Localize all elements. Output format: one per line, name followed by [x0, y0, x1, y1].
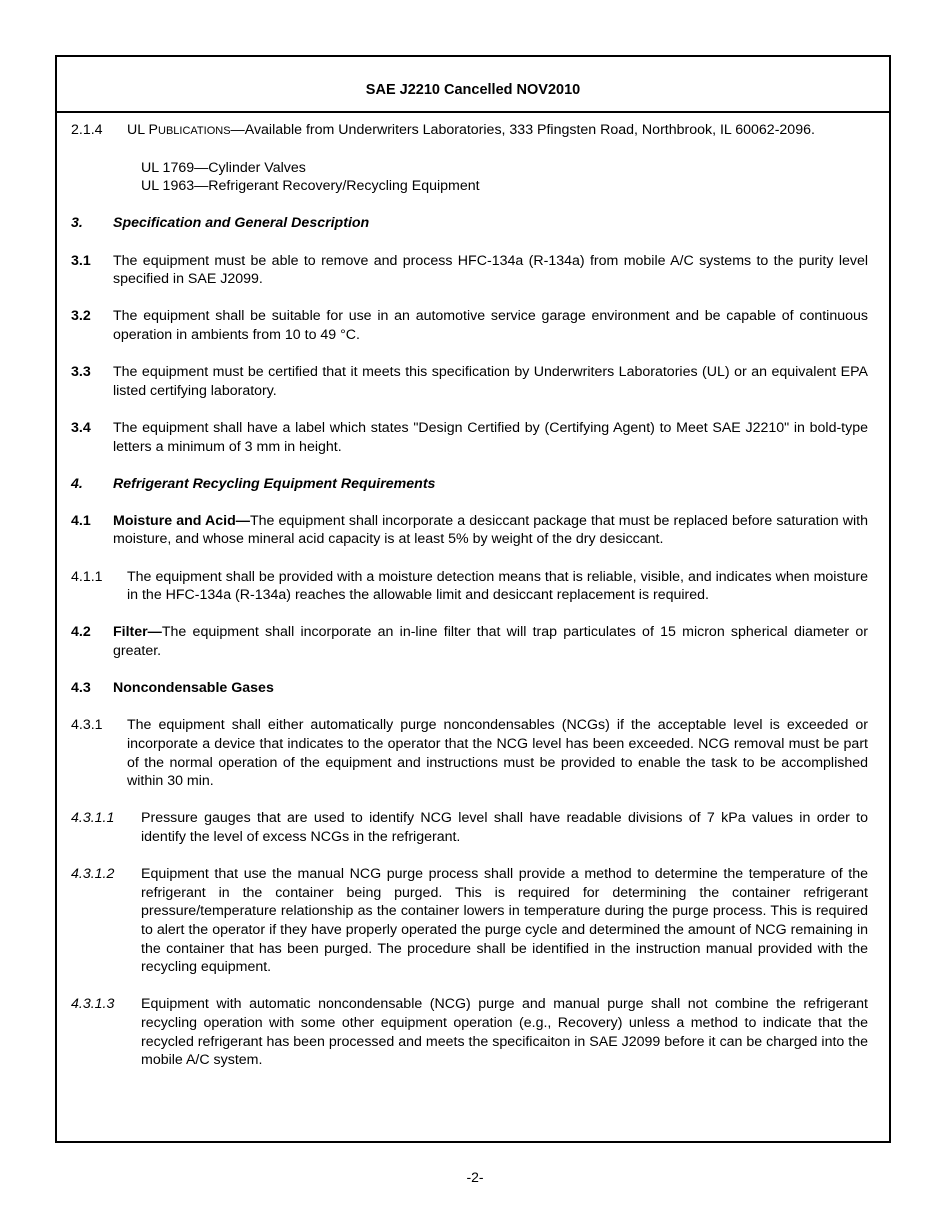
section-3-2	[71, 307, 868, 344]
section-2-1-4	[71, 121, 868, 141]
section-number: 2.1.4	[71, 122, 103, 138]
section-number: 3.	[71, 215, 83, 232]
section-number: 3.3	[71, 364, 91, 381]
section-text: The equipment shall be suitable for use in an automotive service garage environment and be capable of continuous operation in ambients from 10 to 49 °C.	[113, 308, 868, 343]
section-4-1	[71, 512, 868, 549]
section-text: The equipment shall be provided with a moisture detection means that is reliable, visible, and indicates when moisture in the HFC-134a (R-134a) reaches the allowable limit and desiccant replacement is required.	[127, 568, 868, 604]
section-3-3	[71, 363, 868, 400]
publications-heading-initial: UL P	[127, 122, 159, 138]
section-3-1	[71, 252, 868, 289]
section-text: The equipment must be certified that it meets this specification by Underwriters Laboratories (UL) or an equivalent EPA listed certifying laboratory.	[113, 364, 868, 399]
section-4-3-1-3	[71, 995, 868, 1069]
section-number: 4.1	[71, 512, 91, 529]
publications-heading-rest: UBLICATIONS	[158, 125, 231, 137]
list-item: UL 1769—Cylinder Valves	[141, 159, 306, 176]
section-text: Pressure gauges that are used to identify NCG level shall have readable divisions of 7 kPa values in order to identify the level of excess NCGs in the refrigerant.	[141, 810, 868, 845]
section-4-heading	[71, 475, 868, 494]
section-text: The equipment must be able to remove and process HFC-134a (R-134a) from mobile A/C systems to the purity level specified in SAE J2099.	[113, 252, 868, 288]
section-text: Equipment that use the manual NCG purge process shall provide a method to determine the temperature of the refrigerant in the container being purged. This is required for determining the container refrigerant pressure/temperature relationship as the container lowers in temperature during the purge process. This is required to alert the operator if they have properly operated the purge cycle and determined the amount of NCG remaining in the container that has been purged. The procedure shall be identified in the instruction manual provided with the recycling equipment.	[141, 866, 868, 976]
section-4-3-heading	[71, 679, 868, 698]
section-body: The equipment shall incorporate a desiccant package that must be replaced before saturation with moisture, and whose mineral acid capacity is at least 5% by weight of the dry desiccant.	[113, 512, 868, 548]
section-text: Equipment with automatic noncondensable (NCG) purge and manual purge shall not combine the refrigerant recycling operation with some other equipment operation (e.g., Recovery) unless a method to indicate that the recycled refrigerant has been processed and meets the specificaiton in SAE J2099 before it can be charged into the mobile A/C system.	[141, 996, 868, 1069]
document-body	[71, 121, 868, 1088]
section-4-2	[71, 623, 868, 660]
publications-text: —Available from Underwriters Laboratories, 333 Pfingsten Road, Northbrook, IL 60062-2096.	[230, 122, 815, 138]
section-text	[127, 121, 868, 141]
section-4-1-1	[71, 568, 868, 605]
section-number: 4.2	[71, 624, 91, 641]
section-text	[113, 512, 868, 549]
list-item: UL 1963—Refrigerant Recovery/Recycling Equipment	[141, 178, 480, 195]
section-text: The equipment shall have a label which states "Design Certified by (Certifying Agent) to Meet SAE J2210" in bold-type letters a minimum of 3 mm in height.	[113, 419, 868, 455]
ul-publication-list	[141, 159, 868, 196]
section-number: 4.3	[71, 680, 91, 697]
section-title: Moisture and Acid—	[113, 512, 250, 529]
section-title: Noncondensable Gases	[113, 680, 274, 697]
section-3-heading	[71, 214, 868, 233]
section-number: 4.1.1	[71, 568, 103, 585]
page-frame	[55, 55, 891, 1143]
section-number: 3.4	[71, 419, 91, 436]
section-4-3-1-2	[71, 865, 868, 977]
section-4-3-1-1	[71, 809, 868, 846]
section-number: 4.3.1.3	[71, 996, 115, 1013]
header-title: SAE J2210 Cancelled NOV2010	[365, 81, 581, 98]
section-body: The equipment shall incorporate an in-line filter that will trap particulates of 15 micron spherical diameter or greater.	[113, 624, 868, 660]
section-text: The equipment shall either automatically purge noncondensables (NCGs) if the acceptable level is exceeded or incorporate a device that indicates to the operator that the NCG level has been exceeded. NCG removal must be part of the normal operation of the equipment and instructions must be provided to enable the task to be accomplished within 30 min.	[127, 717, 868, 790]
section-number: 4.	[71, 475, 83, 492]
section-text	[113, 623, 868, 660]
page-number: -2-	[466, 1169, 484, 1185]
section-3-4	[71, 419, 868, 456]
section-number: 3.2	[71, 308, 91, 325]
page-header	[57, 57, 889, 113]
section-number: 4.3.1	[71, 717, 103, 734]
section-number: 3.1	[71, 252, 91, 269]
section-number: 4.3.1.1	[71, 810, 115, 827]
section-title: Specification and General Description	[113, 215, 370, 232]
section-number: 4.3.1.2	[71, 866, 115, 883]
section-4-3-1	[71, 716, 868, 790]
section-title: Refrigerant Recycling Equipment Requirements	[113, 475, 436, 492]
section-title: Filter—	[113, 624, 162, 641]
